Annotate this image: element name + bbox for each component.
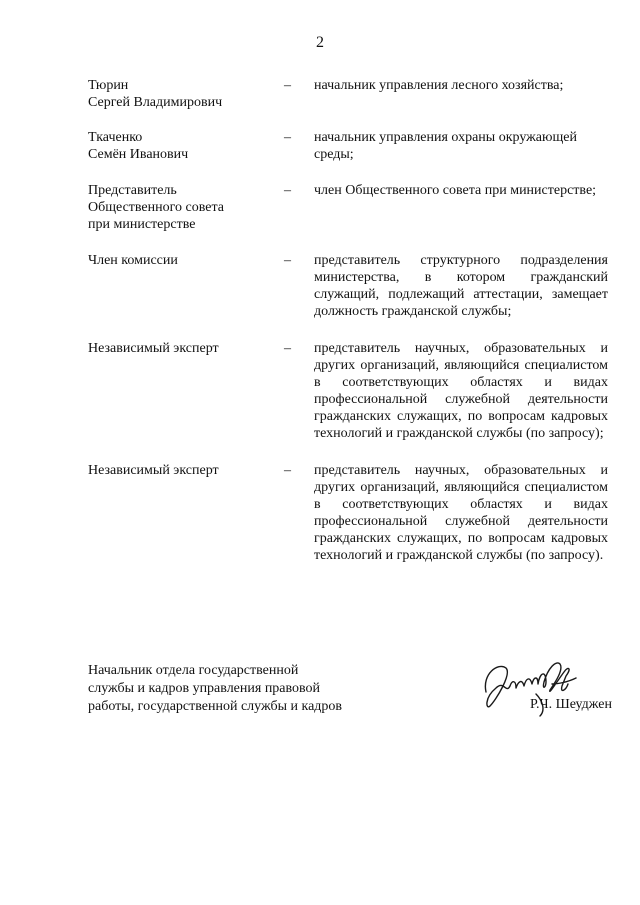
member-row (88, 77, 612, 111)
dash-separator: – (284, 463, 291, 478)
signer-title-line: работы, государственной службы и кадров (88, 699, 343, 714)
member-name (88, 129, 284, 163)
signer-name: Р.Ч. Шеуджен (529, 697, 612, 712)
member-name (88, 462, 284, 564)
member-row (88, 129, 612, 163)
member-name-line: Семён Иванович (88, 147, 189, 162)
member-name (88, 340, 284, 442)
member-name-line: Ткаченко (88, 130, 143, 145)
member-row (88, 252, 612, 320)
member-name-line: Представитель (88, 183, 177, 198)
dash-separator: – (284, 78, 291, 93)
member-role: начальник управления охраны окружающей среды; (314, 130, 577, 162)
dash-separator: – (284, 183, 291, 198)
signer-title-line: службы и кадров управления правовой (88, 681, 321, 696)
signature-block (88, 662, 612, 722)
member-name (88, 182, 284, 233)
member-name-line: Тюрин (88, 78, 129, 93)
dash-separator: – (284, 253, 291, 268)
member-role: представитель структурного подразделения министерства, в котором гражданский служащий, подлежащий аттестации, замещает должность гражданской службы; (314, 253, 608, 319)
dash-separator: – (284, 341, 291, 356)
member-name-line: Член комиссии (88, 253, 178, 268)
member-name-line: Сергей Владимирович (88, 95, 223, 110)
member-row (88, 340, 612, 442)
member-name-line: Независимый эксперт (88, 463, 219, 478)
member-role: представитель научных, образовательных и других организаций, являющийся специалистом в соответствующих областях и видах профессиональной служебной деятельности гражданских служащих, по вопросам кадровых технологий и гражданской службы (по запросу); (314, 341, 608, 441)
member-name (88, 252, 284, 320)
member-name-line: Общественного совета (88, 200, 224, 215)
member-role: представитель научных, образовательных и других организаций, являющийся специалистом в соответствующих областях и видах профессиональной служебной деятельности гражданских служащих, по вопросам кадровых технологий и гражданской службы (по запросу). (314, 463, 608, 563)
member-name-line: при министерстве (88, 217, 196, 232)
signer-title-line: Начальник отдела государственной (88, 663, 299, 678)
member-row (88, 182, 612, 233)
member-row (88, 462, 612, 564)
member-role: начальник управления лесного хозяйства; (314, 78, 564, 93)
page-number: 2 (316, 34, 324, 51)
member-role: член Общественного совета при министерстве; (314, 183, 597, 198)
signer-title (88, 662, 378, 716)
member-name (88, 77, 284, 111)
dash-separator: – (284, 130, 291, 145)
member-name-line: Независимый эксперт (88, 341, 219, 356)
commission-member-list (88, 77, 612, 564)
